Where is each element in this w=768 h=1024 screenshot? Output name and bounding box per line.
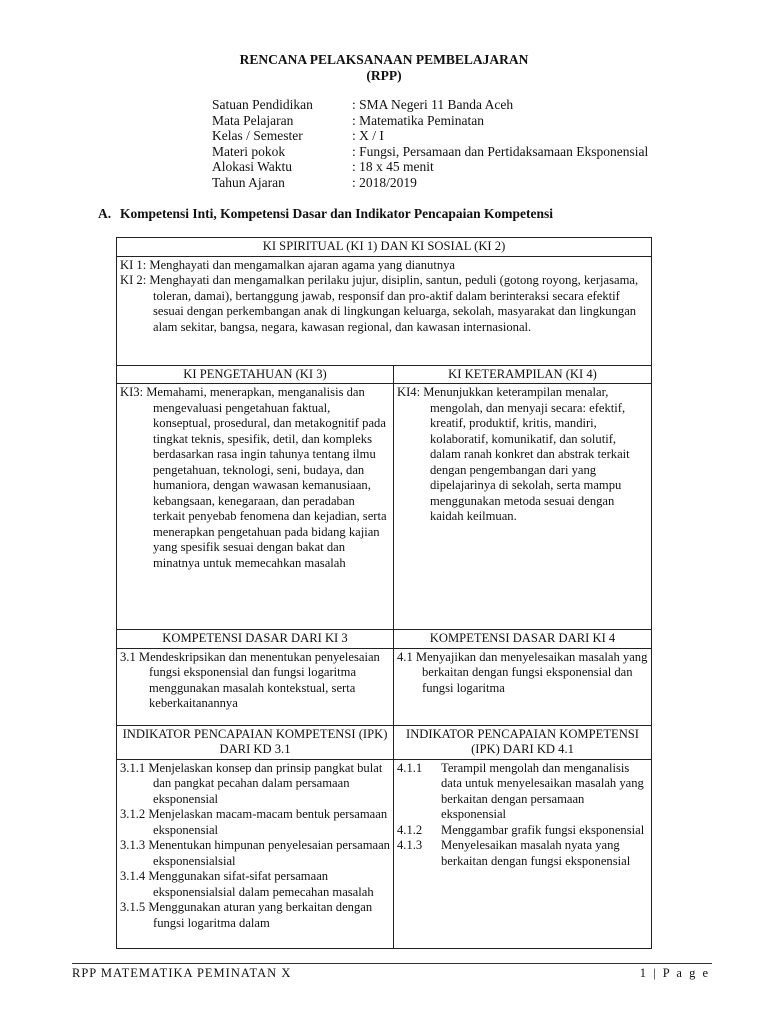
meta-value: : Fungsi, Persamaan dan Pertidaksamaan Eksponensial — [352, 143, 649, 159]
ki3-cell — [117, 384, 394, 630]
meta-label: Materi pokok — [212, 143, 286, 159]
ipk3-item: 3.1.3 Menentukan himpunan penyelesaian persamaan eksponensialsial — [120, 838, 390, 868]
section-letter: A. — [98, 206, 112, 221]
kd31-text: 3.1 Mendeskripsikan dan menentukan penyelesaian fungsi eksponensial dan fungsi logaritma menggunakan masalah kontekstual, serta keberkaitanannya — [120, 649, 380, 710]
ipk3-item: 3.1.5 Menggunakan aturan yang berkaitan dengan fungsi logaritma dalam — [120, 900, 373, 930]
ipk4-item — [397, 823, 648, 839]
table-row — [117, 256, 652, 365]
ipk4-text: Menyelesaikan masalah nyata yang berkaitan dengan fungsi eksponensial — [441, 838, 631, 868]
kd4-cell — [394, 648, 652, 725]
table-row — [117, 725, 652, 759]
table-row — [117, 384, 652, 630]
meta-row — [212, 113, 648, 129]
kd4-header: KOMPETENSI DASAR DARI KI 4 — [394, 630, 652, 649]
meta-value: : Matematika Peminatan — [352, 112, 484, 128]
document-title: RENCANA PELAKSANAAN PEMBELAJARAN — [239, 52, 529, 67]
footer-divider — [72, 963, 712, 964]
meta-label: Kelas / Semester — [212, 128, 303, 144]
meta-value: : 2018/2019 — [352, 174, 417, 190]
ki-spiritual-header: KI SPIRITUAL (KI 1) DAN KI SOSIAL (KI 2) — [117, 238, 652, 257]
ipk4-text: Terampil mengolah dan menganalisis data untuk menyelesaikan masalah yang berkaitan dengan persamaan eksponensial — [441, 760, 644, 821]
identity-block — [212, 97, 648, 191]
meta-value: : X / I — [352, 128, 384, 144]
ki3-header: KI PENGETAHUAN (KI 3) — [117, 365, 394, 384]
meta-label: Satuan Pendidikan — [212, 97, 313, 112]
table-row — [117, 648, 652, 725]
meta-row — [212, 128, 648, 144]
kd3-cell — [117, 648, 394, 725]
table-row — [117, 759, 652, 948]
meta-label: Mata Pelajaran — [212, 112, 294, 128]
ipk3-header: INDIKATOR PENCAPAIAN KOMPETENSI (IPK) DARI KD 3.1 — [117, 725, 394, 759]
competency-table — [116, 237, 652, 949]
footer-title: RPP MATEMATIKA PEMINATAN X — [72, 966, 292, 980]
ipk4-header: INDIKATOR PENCAPAIAN KOMPETENSI (IPK) DARI KD 4.1 — [394, 725, 652, 759]
ipk3-cell — [117, 759, 394, 948]
ki-spiritual-cell — [117, 256, 652, 365]
meta-label: Alokasi Waktu — [212, 159, 293, 175]
ipk4-number: 4.1.1 — [397, 760, 423, 775]
meta-label: Tahun Ajaran — [212, 174, 285, 190]
ipk3-item: 3.1.2 Menjelaskan macam-macam bentuk persamaan eksponensial — [120, 807, 388, 837]
table-row — [117, 238, 652, 257]
ipk3-item: 3.1.4 Menggunakan sifat-sifat persamaan eksponensialsial dalam pemecahan masalah — [120, 869, 374, 899]
kd3-header: KOMPETENSI DASAR DARI KI 3 — [117, 630, 394, 649]
ki4-cell — [394, 384, 652, 630]
ipk4-number: 4.1.3 — [397, 838, 423, 852]
meta-value: : 18 x 45 menit — [352, 159, 434, 175]
section-title: Kompetensi Inti, Kompetensi Dasar dan Indikator Pencapaian Kompetensi — [120, 206, 554, 221]
ipk4-item — [397, 838, 648, 869]
table-row — [117, 365, 652, 384]
section-a-heading — [98, 206, 553, 222]
ki2-text: KI 2: Menghayati dan mengamalkan perilaku jujur, disiplin, santun, peduli (gotong royong, kerjasama, toleran, damai), bertanggung jawab, responsif dan pro-aktif dalam berinteraksi secara efektif sesuai dengan perkembangan anak di lingkungan keluarga, sekolah, masyarakat dan lingkungan alam sekitar, bangsa, negara, kawasan regional, dan kawasan internasional. — [120, 273, 639, 334]
kd41-text: 4.1 Menyajikan dan menyelesaikan masalah yang berkaitan dengan fungsi eksponensial dan fungsi logaritma — [397, 649, 648, 695]
ipk4-item — [397, 761, 648, 823]
meta-row — [212, 97, 648, 113]
document-subtitle: (RPP) — [366, 68, 402, 83]
ki1-text: KI 1: Menghayati dan mengamalkan ajaran agama yang dianutnya — [120, 257, 456, 272]
ipk4-cell — [394, 759, 652, 948]
table-row — [117, 630, 652, 649]
meta-value: : SMA Negeri 11 Banda Aceh — [352, 97, 514, 112]
meta-row — [212, 159, 648, 175]
ki4-text: KI4: Menunjukkan keterampilan menalar, mengolah, dan menyaji secara: efektif, kreatif, produktif, kritis, mandiri, kolaboratif, komunikatif, dan solutif, dalam ranah konkret dan abstrak terkait dengan pengembangan dari yang dipelajarinya di sekolah, serta mampu menggunakan metoda sesuai dengan kaidah keilmuan. — [397, 385, 630, 523]
meta-row — [212, 144, 648, 160]
ipk4-text: Menggambar grafik fungsi eksponensial — [441, 822, 645, 837]
ipk3-item: 3.1.1 Menjelaskan konsep dan prinsip pangkat bulat dan pangkat pecahan dalam persamaan eksponensial — [120, 760, 383, 806]
page-number: 1 | P a g e — [639, 966, 710, 980]
ki3-text: KI3: Memahami, menerapkan, menganalisis dan mengevaluasi pengetahuan faktual, konseptual, prosedural, dan metakognitif pada tingkat teknis, spesifik, detil, dan kompleks berdasarkan rasa ingin tahunya tentang ilmu pengetahuan, teknologi, seni, budaya, dan humaniora, dengan wawasan kemanusiaan, kebangsaan, kenegaraan, dan peradaban terkait penyebab fenomena dan kejadian, serta menerapkan pengetahuan pada bidang kajian yang spesifik sesuai dengan bakat dan minatnya untuk memecahkan masalah — [120, 385, 387, 570]
meta-row — [212, 175, 648, 191]
ipk4-number: 4.1.2 — [397, 822, 423, 837]
ki4-header: KI KETERAMPILAN (KI 4) — [394, 365, 652, 384]
